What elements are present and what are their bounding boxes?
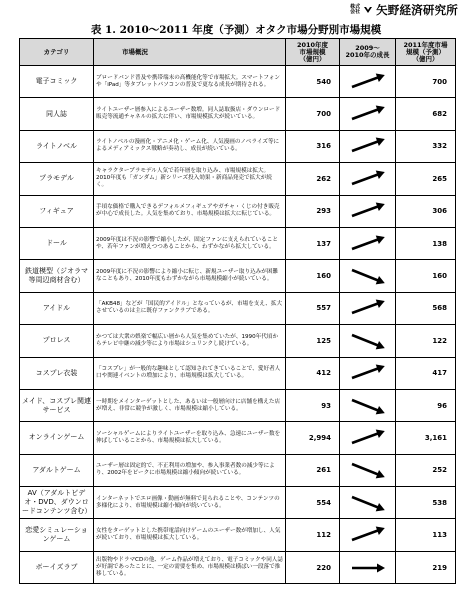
growth-cell	[340, 260, 396, 292]
trend-up-arrow-icon	[346, 135, 390, 157]
category-cell: フィギュア	[20, 195, 94, 227]
overview-cell: 「AKB48」などが「国民的アイドル」となっているが、市場を支え、拡大させているのは主に既存ファンクラブである。	[94, 292, 286, 324]
brand-corp-label: 株式 会社	[350, 4, 361, 15]
size-2010-cell: 557	[286, 292, 340, 324]
category-cell: AV（アダルトビデオ・DVD、ダウンロードコンテンツ含む）	[20, 487, 94, 519]
growth-cell	[340, 163, 396, 195]
growth-cell	[340, 66, 396, 98]
header-size-2010: 2010年度 市場規模 （億円）	[286, 39, 340, 66]
yano-bird-icon	[363, 5, 373, 15]
category-cell: アダルトゲーム	[20, 454, 94, 486]
trend-down-arrow-icon	[346, 492, 390, 514]
size-2011-cell: 219	[396, 551, 456, 583]
brand-name: 矢野経済研究所	[376, 3, 458, 17]
trend-up-arrow-icon	[346, 524, 390, 546]
trend-up-arrow-icon	[346, 233, 390, 255]
size-2010-cell: 220	[286, 551, 340, 583]
size-2011-cell: 538	[396, 487, 456, 519]
table-row	[20, 487, 456, 519]
overview-cell: 手頃な価格で購入できるデフォルメフィギュアやガチャ・くじの付き販売が中心で成長した。人気を集めており、市場規模は拡大に転じている。	[94, 195, 286, 227]
table-row	[20, 163, 456, 195]
overview-cell: ライトユーザー層参入によるユーザー数増。同人誌取扱店・ダウンロード販売等流通チャネルの拡大に伴い、市場規模拡大が続いている。	[94, 98, 286, 130]
growth-cell	[340, 551, 396, 583]
category-cell: 恋愛シミュレーションゲーム	[20, 519, 94, 551]
size-2011-cell: 682	[396, 98, 456, 130]
size-2010-cell: 700	[286, 98, 340, 130]
size-2011-cell: 332	[396, 130, 456, 162]
size-2011-cell: 265	[396, 163, 456, 195]
header-size-2011: 2011年度市場 規模（予測） （億円）	[396, 39, 456, 66]
trend-down-arrow-icon	[346, 459, 390, 481]
overview-cell: 2009年度に不況の影響により縮小に転じ、新規ユーザー取り込みが困難なこともあり、2010年度もわずかながら市場規模縮小が続いている。	[94, 260, 286, 292]
size-2010-cell: 160	[286, 260, 340, 292]
table-body	[20, 66, 456, 584]
table-row	[20, 195, 456, 227]
size-2010-cell: 261	[286, 454, 340, 486]
category-cell: プロレス	[20, 325, 94, 357]
table-row	[20, 551, 456, 583]
size-2011-cell: 96	[396, 389, 456, 421]
table-row	[20, 519, 456, 551]
category-cell: ボーイズラブ	[20, 551, 94, 583]
size-2011-cell: 252	[396, 454, 456, 486]
category-cell: アイドル	[20, 292, 94, 324]
category-cell: コスプレ衣装	[20, 357, 94, 389]
category-cell: 電子コミック	[20, 66, 94, 98]
size-2010-cell: 316	[286, 130, 340, 162]
table-row	[20, 260, 456, 292]
growth-cell	[340, 130, 396, 162]
growth-cell	[340, 292, 396, 324]
trend-up-arrow-icon	[346, 427, 390, 449]
table-row	[20, 130, 456, 162]
table-title: 表 1. 2010～2011 年度（予測）オタク市場分野別市場規模	[90, 24, 382, 36]
table-row	[20, 325, 456, 357]
header-category: カテゴリ	[20, 39, 94, 66]
overview-cell: キャラクタープラモデル人気で若年層を取り込み、市場規模は拡大。2010年度も「ガンダム」新シリーズ投入効果・新商品発売で拡大が続く。	[94, 163, 286, 195]
overview-cell: 一時期をメインターゲットとした、あるいは一般層向けに店舗を構えた店が増え、非常に競争が激しく、市場規模は縮小している。	[94, 389, 286, 421]
market-size-table	[19, 38, 456, 584]
growth-cell	[340, 227, 396, 259]
size-2011-cell: 122	[396, 325, 456, 357]
header-growth: 2009～ 2010年の成長	[340, 39, 396, 66]
overview-cell: 2009年度は不況の影響で縮小したが、固定ファンに支えられていることや、若年ファンが増えつつあることから、わずかながら拡大している。	[94, 227, 286, 259]
trend-flat-arrow-icon	[346, 557, 390, 579]
category-cell: オンラインゲーム	[20, 422, 94, 454]
size-2010-cell: 262	[286, 163, 340, 195]
size-2011-cell: 113	[396, 519, 456, 551]
table-row	[20, 292, 456, 324]
size-2011-cell: 160	[396, 260, 456, 292]
size-2011-cell: 417	[396, 357, 456, 389]
overview-cell: ライトノベルの漫画化・アニメ化・ゲーム化、人気漫画のノベライズ等によるメディアミックス戦略が奏功し、成長が続いている。	[94, 130, 286, 162]
trend-up-arrow-icon	[346, 103, 390, 125]
overview-cell: ユーザー層は固定的で、不正利用の増加や、参入事業者数の減少等により、2002年をピークに市場規模は縮小傾向が続いている。	[94, 454, 286, 486]
overview-cell: 「コスプレ」が一般的な趣味として認知されてきていることで、愛好者人口や関連イベントの増加により、市場規模は拡大している。	[94, 357, 286, 389]
category-cell: ドール	[20, 227, 94, 259]
trend-down-arrow-icon	[346, 265, 390, 287]
category-cell: 鉄道模型（ジオラマ等周辺商材含む）	[20, 260, 94, 292]
growth-cell	[340, 98, 396, 130]
size-2010-cell: 93	[286, 389, 340, 421]
growth-cell	[340, 325, 396, 357]
growth-cell	[340, 519, 396, 551]
overview-cell: ブロードバンド普及や携帯端末の高機能化等で市場拡大。スマートフォンや「iPad」等タブレットパソコンの普及で更なる成長が期待される。	[94, 66, 286, 98]
table-row	[20, 422, 456, 454]
category-cell: プラモデル	[20, 163, 94, 195]
category-cell: ライトノベル	[20, 130, 94, 162]
trend-up-arrow-icon	[346, 71, 390, 93]
publisher-brand	[350, 2, 458, 18]
growth-cell	[340, 487, 396, 519]
table-row	[20, 227, 456, 259]
size-2010-cell: 112	[286, 519, 340, 551]
growth-cell	[340, 195, 396, 227]
table-row	[20, 357, 456, 389]
header-overview: 市場概況	[94, 39, 286, 66]
overview-cell: 出版物やドラマCDの他、ゲーム作品が増えており、電子コミックや同人誌が好調であったことに、一定の需要を集め、市場規模は横ばい一段落で推移している。	[94, 551, 286, 583]
size-2011-cell: 568	[396, 292, 456, 324]
overview-cell: ソーシャルゲームによりライトユーザーを取り込み、急速にユーザー数を伸ばしていることから、市場規模は拡大している。	[94, 422, 286, 454]
size-2011-cell: 3,161	[396, 422, 456, 454]
size-2010-cell: 554	[286, 487, 340, 519]
trend-up-arrow-icon	[346, 200, 390, 222]
size-2010-cell: 2,994	[286, 422, 340, 454]
table-row	[20, 454, 456, 486]
overview-cell: かつては大衆の娯楽で幅広い層から人気を集めていたが、1990年代頃からテレビ中継の減少等により市場はシュリンクし続けている。	[94, 325, 286, 357]
table-header-row	[20, 39, 456, 66]
category-cell: 同人誌	[20, 98, 94, 130]
growth-cell	[340, 454, 396, 486]
table-row	[20, 66, 456, 98]
category-cell: メイド、コスプレ関連サービス	[20, 389, 94, 421]
size-2010-cell: 293	[286, 195, 340, 227]
trend-up-arrow-icon	[346, 168, 390, 190]
growth-cell	[340, 389, 396, 421]
size-2010-cell: 137	[286, 227, 340, 259]
growth-cell	[340, 422, 396, 454]
overview-cell: インターネットでエロ画像・動画が無料で見られることや、コンテンツの多様化により、市場規模は縮小傾向が続いている。	[94, 487, 286, 519]
table-row	[20, 98, 456, 130]
overview-cell: 女性をターゲットとした携帯電話向けゲームのユーザー数が増加し、人気が続いており、市場規模は拡大している。	[94, 519, 286, 551]
size-2011-cell: 306	[396, 195, 456, 227]
size-2010-cell: 412	[286, 357, 340, 389]
size-2010-cell: 540	[286, 66, 340, 98]
table-row	[20, 389, 456, 421]
growth-cell	[340, 357, 396, 389]
size-2011-cell: 700	[396, 66, 456, 98]
trend-up-arrow-icon	[346, 297, 390, 319]
size-2011-cell: 138	[396, 227, 456, 259]
trend-down-arrow-icon	[346, 330, 390, 352]
size-2010-cell: 125	[286, 325, 340, 357]
trend-up-arrow-icon	[346, 362, 390, 384]
trend-down-arrow-icon	[346, 395, 390, 417]
